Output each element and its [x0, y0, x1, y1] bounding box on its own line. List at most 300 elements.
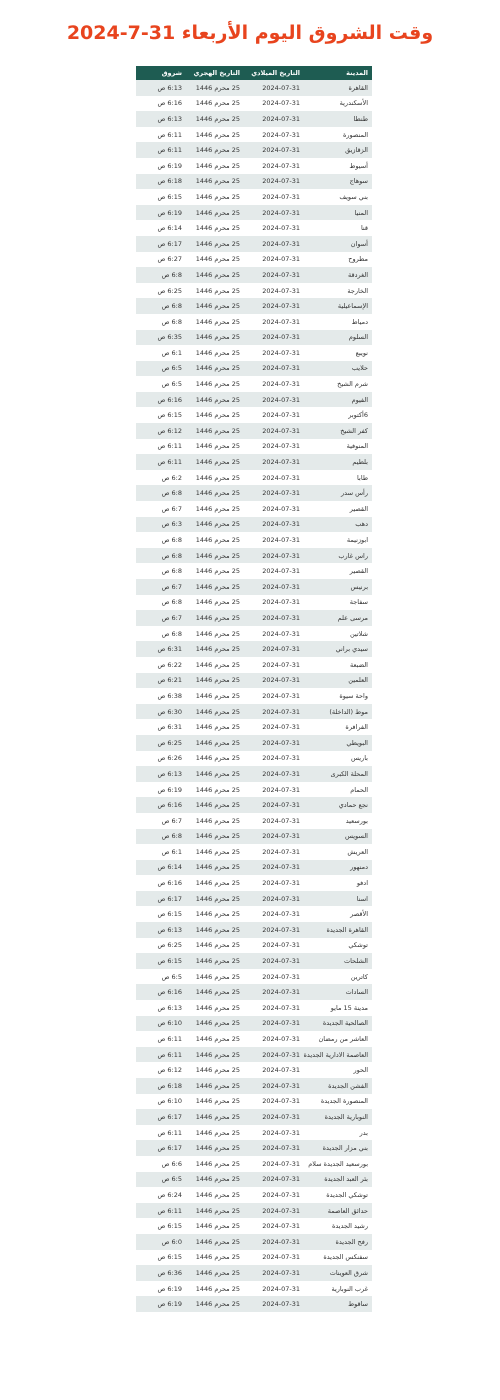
- hijri-date-cell: 25 محرم 1446: [186, 283, 244, 299]
- city-cell: الضبعة: [304, 657, 372, 673]
- gregorian-date-cell: 2024-07-31: [244, 407, 304, 423]
- city-cell: طابا: [304, 470, 372, 486]
- table-row: [136, 891, 372, 907]
- hijri-date-cell: 25 محرم 1446: [186, 376, 244, 392]
- hijri-date-cell: 25 محرم 1446: [186, 579, 244, 595]
- city-cell: حدائق العاصمة: [304, 1203, 372, 1219]
- sunrise-time-cell: 6:5 ص: [136, 1172, 186, 1188]
- hijri-date-cell: 25 محرم 1446: [186, 673, 244, 689]
- sunrise-time-cell: 6:8 ص: [136, 548, 186, 564]
- hijri-date-cell: 25 محرم 1446: [186, 1000, 244, 1016]
- city-cell: مطروح: [304, 252, 372, 268]
- hijri-date-cell: 25 محرم 1446: [186, 938, 244, 954]
- sunrise-time-cell: 6:8 ص: [136, 485, 186, 501]
- sunrise-time-cell: 6:8 ص: [136, 563, 186, 579]
- table-row: [136, 1140, 372, 1156]
- hijri-date-cell: 25 محرم 1446: [186, 111, 244, 127]
- city-cell: السادات: [304, 984, 372, 1000]
- hijri-date-cell: 25 محرم 1446: [186, 439, 244, 455]
- city-cell: 6أكتوبر: [304, 407, 372, 423]
- sunrise-time-cell: 6:30 ص: [136, 704, 186, 720]
- city-cell: المنصورة الجديدة: [304, 1094, 372, 1110]
- gregorian-date-cell: 2024-07-31: [244, 704, 304, 720]
- city-cell: الحمام: [304, 782, 372, 798]
- city-cell: موط (الداخلة): [304, 704, 372, 720]
- city-cell: الغردقة: [304, 267, 372, 283]
- sunrise-time-cell: 6:19 ص: [136, 782, 186, 798]
- gregorian-date-cell: 2024-07-31: [244, 80, 304, 96]
- sunrise-time-cell: 6:7 ص: [136, 610, 186, 626]
- city-cell: رأس سدر: [304, 485, 372, 501]
- sunrise-time-cell: 6:11 ص: [136, 127, 186, 143]
- city-cell: كاترين: [304, 969, 372, 985]
- city-cell: أسيوط: [304, 158, 372, 174]
- sunrise-time-cell: 6:17 ص: [136, 1109, 186, 1125]
- table-row: [136, 1062, 372, 1078]
- table-row: [136, 330, 372, 346]
- header-hijri-date: التاريخ الهجري: [186, 66, 244, 80]
- city-cell: مرسى علم: [304, 610, 372, 626]
- sunrise-time-cell: 6:8 ص: [136, 829, 186, 845]
- hijri-date-cell: 25 محرم 1446: [186, 501, 244, 517]
- sunrise-time-cell: 6:1 ص: [136, 844, 186, 860]
- table-row: [136, 314, 372, 330]
- city-cell: العريش: [304, 844, 372, 860]
- gregorian-date-cell: 2024-07-31: [244, 657, 304, 673]
- table-row: [136, 1218, 372, 1234]
- sunrise-time-cell: 6:13 ص: [136, 766, 186, 782]
- gregorian-date-cell: 2024-07-31: [244, 719, 304, 735]
- hijri-date-cell: 25 محرم 1446: [186, 1062, 244, 1078]
- table-row: [136, 174, 372, 190]
- table-row: [136, 1234, 372, 1250]
- sunrise-time-cell: 6:2 ص: [136, 470, 186, 486]
- table-row: [136, 813, 372, 829]
- table-row: [136, 1281, 372, 1297]
- table-row: [136, 641, 372, 657]
- gregorian-date-cell: 2024-07-31: [244, 906, 304, 922]
- hijri-date-cell: 25 محرم 1446: [186, 267, 244, 283]
- sunrise-time-cell: 6:22 ص: [136, 657, 186, 673]
- hijri-date-cell: 25 محرم 1446: [186, 782, 244, 798]
- hijri-date-cell: 25 محرم 1446: [186, 345, 244, 361]
- hijri-date-cell: 25 محرم 1446: [186, 875, 244, 891]
- hijri-date-cell: 25 محرم 1446: [186, 844, 244, 860]
- hijri-date-cell: 25 محرم 1446: [186, 298, 244, 314]
- gregorian-date-cell: 2024-07-31: [244, 236, 304, 252]
- gregorian-date-cell: 2024-07-31: [244, 969, 304, 985]
- city-cell: سفاجة: [304, 595, 372, 611]
- city-cell: دمنهور: [304, 860, 372, 876]
- hijri-date-cell: 25 محرم 1446: [186, 704, 244, 720]
- table-row: [136, 1203, 372, 1219]
- city-cell: الفشن الجديدة: [304, 1078, 372, 1094]
- sunrise-time-cell: 6:8 ص: [136, 298, 186, 314]
- table-row: [136, 361, 372, 377]
- sunrise-time-cell: 6:11 ص: [136, 1203, 186, 1219]
- hijri-date-cell: 25 محرم 1446: [186, 1250, 244, 1266]
- table-row: [136, 532, 372, 548]
- table-row: [136, 860, 372, 876]
- gregorian-date-cell: 2024-07-31: [244, 766, 304, 782]
- table-row: [136, 953, 372, 969]
- gregorian-date-cell: 2024-07-31: [244, 189, 304, 205]
- hijri-date-cell: 25 محرم 1446: [186, 314, 244, 330]
- sunrise-time-cell: 6:19 ص: [136, 1281, 186, 1297]
- sunrise-time-cell: 6:7 ص: [136, 501, 186, 517]
- table-row: [136, 1109, 372, 1125]
- table-row: [136, 345, 372, 361]
- sunrise-table: [136, 66, 372, 1312]
- gregorian-date-cell: 2024-07-31: [244, 563, 304, 579]
- table-row: [136, 688, 372, 704]
- table-row: [136, 80, 372, 96]
- table-row: [136, 984, 372, 1000]
- city-cell: راس غارب: [304, 548, 372, 564]
- city-cell: طنطا: [304, 111, 372, 127]
- city-cell: دهب: [304, 517, 372, 533]
- gregorian-date-cell: 2024-07-31: [244, 1156, 304, 1172]
- gregorian-date-cell: 2024-07-31: [244, 454, 304, 470]
- table-row: [136, 96, 372, 112]
- hijri-date-cell: 25 محرم 1446: [186, 252, 244, 268]
- gregorian-date-cell: 2024-07-31: [244, 205, 304, 221]
- gregorian-date-cell: 2024-07-31: [244, 610, 304, 626]
- table-row: [136, 517, 372, 533]
- table-row: [136, 875, 372, 891]
- header-city: المدينة: [304, 66, 372, 80]
- gregorian-date-cell: 2024-07-31: [244, 532, 304, 548]
- hijri-date-cell: 25 محرم 1446: [186, 595, 244, 611]
- sunrise-time-cell: 6:19 ص: [136, 1296, 186, 1312]
- city-cell: باريس: [304, 751, 372, 767]
- gregorian-date-cell: 2024-07-31: [244, 361, 304, 377]
- sunrise-time-cell: 6:15 ص: [136, 1250, 186, 1266]
- hijri-date-cell: 25 محرم 1446: [186, 626, 244, 642]
- gregorian-date-cell: 2024-07-31: [244, 423, 304, 439]
- table-row: [136, 1187, 372, 1203]
- city-cell: توشكي: [304, 938, 372, 954]
- city-cell: القاهرة الجديدة: [304, 922, 372, 938]
- gregorian-date-cell: 2024-07-31: [244, 283, 304, 299]
- hijri-date-cell: 25 محرم 1446: [186, 189, 244, 205]
- sunrise-time-cell: 6:5 ص: [136, 969, 186, 985]
- gregorian-date-cell: 2024-07-31: [244, 345, 304, 361]
- sunrise-time-cell: 6:16 ص: [136, 984, 186, 1000]
- city-cell: المحلة الكبرى: [304, 766, 372, 782]
- city-cell: رفح الجديدة: [304, 1234, 372, 1250]
- hijri-date-cell: 25 محرم 1446: [186, 407, 244, 423]
- table-row: [136, 1000, 372, 1016]
- table-row: [136, 766, 372, 782]
- city-cell: الخارجة: [304, 283, 372, 299]
- city-cell: بني سويف: [304, 189, 372, 205]
- table-row: [136, 938, 372, 954]
- gregorian-date-cell: 2024-07-31: [244, 1125, 304, 1141]
- sunrise-time-cell: 6:8 ص: [136, 626, 186, 642]
- gregorian-date-cell: 2024-07-31: [244, 922, 304, 938]
- table-row: [136, 969, 372, 985]
- gregorian-date-cell: 2024-07-31: [244, 751, 304, 767]
- hijri-date-cell: 25 محرم 1446: [186, 330, 244, 346]
- hijri-date-cell: 25 محرم 1446: [186, 1265, 244, 1281]
- table-row: [136, 797, 372, 813]
- table-row: [136, 485, 372, 501]
- sunrise-time-cell: 6:11 ص: [136, 1047, 186, 1063]
- hijri-date-cell: 25 محرم 1446: [186, 174, 244, 190]
- city-cell: نويبع: [304, 345, 372, 361]
- header-sunrise: شروق: [136, 66, 186, 80]
- hijri-date-cell: 25 محرم 1446: [186, 735, 244, 751]
- hijri-date-cell: 25 محرم 1446: [186, 220, 244, 236]
- city-cell: ساقوط: [304, 1296, 372, 1312]
- city-cell: القصير: [304, 563, 372, 579]
- gregorian-date-cell: 2024-07-31: [244, 875, 304, 891]
- table-row: [136, 922, 372, 938]
- hijri-date-cell: 25 محرم 1446: [186, 751, 244, 767]
- city-cell: قنا: [304, 220, 372, 236]
- gregorian-date-cell: 2024-07-31: [244, 813, 304, 829]
- table-row: [136, 1125, 372, 1141]
- sunrise-time-cell: 6:7 ص: [136, 813, 186, 829]
- sunrise-time-cell: 6:16 ص: [136, 392, 186, 408]
- city-cell: بدر: [304, 1125, 372, 1141]
- sunrise-time-cell: 6:17 ص: [136, 891, 186, 907]
- table-row: [136, 1031, 372, 1047]
- city-cell: توشكي الجديدة: [304, 1187, 372, 1203]
- city-cell: بني مزار الجديدة: [304, 1140, 372, 1156]
- hijri-date-cell: 25 محرم 1446: [186, 688, 244, 704]
- gregorian-date-cell: 2024-07-31: [244, 844, 304, 860]
- hijri-date-cell: 25 محرم 1446: [186, 1218, 244, 1234]
- city-cell: شرق العوينات: [304, 1265, 372, 1281]
- sunrise-time-cell: 6:15 ص: [136, 906, 186, 922]
- sunrise-time-cell: 6:13 ص: [136, 111, 186, 127]
- table-row: [136, 142, 372, 158]
- gregorian-date-cell: 2024-07-31: [244, 470, 304, 486]
- sunrise-time-cell: 6:38 ص: [136, 688, 186, 704]
- sunrise-time-cell: 6:27 ص: [136, 252, 186, 268]
- sunrise-time-cell: 6:17 ص: [136, 236, 186, 252]
- header-gregorian-date: التاريخ الميلادي: [244, 66, 304, 80]
- hijri-date-cell: 25 محرم 1446: [186, 96, 244, 112]
- table-row: [136, 501, 372, 517]
- table-row: [136, 127, 372, 143]
- hijri-date-cell: 25 محرم 1446: [186, 891, 244, 907]
- gregorian-date-cell: 2024-07-31: [244, 1265, 304, 1281]
- hijri-date-cell: 25 محرم 1446: [186, 906, 244, 922]
- gregorian-date-cell: 2024-07-31: [244, 579, 304, 595]
- city-cell: واحة سيوة: [304, 688, 372, 704]
- table-row: [136, 735, 372, 751]
- sunrise-time-cell: 6:16 ص: [136, 875, 186, 891]
- table-row: [136, 673, 372, 689]
- table-row: [136, 220, 372, 236]
- sunrise-time-cell: 6:11 ص: [136, 142, 186, 158]
- sunrise-time-cell: 6:11 ص: [136, 454, 186, 470]
- gregorian-date-cell: 2024-07-31: [244, 984, 304, 1000]
- hijri-date-cell: 25 محرم 1446: [186, 829, 244, 845]
- hijri-date-cell: 25 محرم 1446: [186, 205, 244, 221]
- sunrise-time-cell: 6:15 ص: [136, 1218, 186, 1234]
- sunrise-time-cell: 6:15 ص: [136, 189, 186, 205]
- hijri-date-cell: 25 محرم 1446: [186, 361, 244, 377]
- hijri-date-cell: 25 محرم 1446: [186, 1125, 244, 1141]
- table-row: [136, 782, 372, 798]
- sunrise-time-cell: 6:12 ص: [136, 1062, 186, 1078]
- city-cell: الصالحية الجديدة: [304, 1016, 372, 1032]
- sunrise-time-cell: 6:16 ص: [136, 797, 186, 813]
- gregorian-date-cell: 2024-07-31: [244, 1234, 304, 1250]
- gregorian-date-cell: 2024-07-31: [244, 595, 304, 611]
- sunrise-time-cell: 6:11 ص: [136, 1125, 186, 1141]
- hijri-date-cell: 25 محرم 1446: [186, 1187, 244, 1203]
- sunrise-time-cell: 6:15 ص: [136, 407, 186, 423]
- gregorian-date-cell: 2024-07-31: [244, 797, 304, 813]
- table-row: [136, 1078, 372, 1094]
- gregorian-date-cell: 2024-07-31: [244, 1016, 304, 1032]
- sunrise-time-cell: 6:21 ص: [136, 673, 186, 689]
- table-row: [136, 1016, 372, 1032]
- table-row: [136, 1047, 372, 1063]
- gregorian-date-cell: 2024-07-31: [244, 220, 304, 236]
- gregorian-date-cell: 2024-07-31: [244, 267, 304, 283]
- sunrise-time-cell: 6:11 ص: [136, 439, 186, 455]
- hijri-date-cell: 25 محرم 1446: [186, 1109, 244, 1125]
- sunrise-time-cell: 6:25 ص: [136, 283, 186, 299]
- table-row: [136, 252, 372, 268]
- table-row: [136, 579, 372, 595]
- gregorian-date-cell: 2024-07-31: [244, 1031, 304, 1047]
- gregorian-date-cell: 2024-07-31: [244, 392, 304, 408]
- city-cell: كفر الشيخ: [304, 423, 372, 439]
- city-cell: أسوان: [304, 236, 372, 252]
- city-cell: الإسماعيلية: [304, 298, 372, 314]
- table-row: [136, 407, 372, 423]
- sunrise-time-cell: 6:18 ص: [136, 1078, 186, 1094]
- hijri-date-cell: 25 محرم 1446: [186, 610, 244, 626]
- table-row: [136, 610, 372, 626]
- gregorian-date-cell: 2024-07-31: [244, 860, 304, 876]
- hijri-date-cell: 25 محرم 1446: [186, 1172, 244, 1188]
- sunrise-time-cell: 6:8 ص: [136, 267, 186, 283]
- sunrise-time-cell: 6:26 ص: [136, 751, 186, 767]
- gregorian-date-cell: 2024-07-31: [244, 1187, 304, 1203]
- gregorian-date-cell: 2024-07-31: [244, 158, 304, 174]
- gregorian-date-cell: 2024-07-31: [244, 1094, 304, 1110]
- hijri-date-cell: 25 محرم 1446: [186, 953, 244, 969]
- table-row: [136, 1296, 372, 1312]
- hijri-date-cell: 25 محرم 1446: [186, 392, 244, 408]
- sunrise-time-cell: 6:19 ص: [136, 205, 186, 221]
- gregorian-date-cell: 2024-07-31: [244, 298, 304, 314]
- sunrise-time-cell: 6:8 ص: [136, 595, 186, 611]
- table-row: [136, 626, 372, 642]
- hijri-date-cell: 25 محرم 1446: [186, 657, 244, 673]
- table-row: [136, 376, 372, 392]
- table-row: [136, 111, 372, 127]
- sunrise-time-cell: 6:1 ص: [136, 345, 186, 361]
- gregorian-date-cell: 2024-07-31: [244, 938, 304, 954]
- table-row: [136, 470, 372, 486]
- sunrise-time-cell: 6:31 ص: [136, 641, 186, 657]
- city-cell: الفرافرة: [304, 719, 372, 735]
- table-row: [136, 267, 372, 283]
- city-cell: الشلحات: [304, 953, 372, 969]
- sunrise-time-cell: 6:5 ص: [136, 376, 186, 392]
- city-cell: رشيد الجديدة: [304, 1218, 372, 1234]
- gregorian-date-cell: 2024-07-31: [244, 127, 304, 143]
- gregorian-date-cell: 2024-07-31: [244, 891, 304, 907]
- sunrise-time-cell: 6:8 ص: [136, 532, 186, 548]
- gregorian-date-cell: 2024-07-31: [244, 1203, 304, 1219]
- city-cell: دمياط: [304, 314, 372, 330]
- sunrise-time-cell: 6:12 ص: [136, 423, 186, 439]
- sunrise-time-cell: 6:10 ص: [136, 1094, 186, 1110]
- sunrise-time-cell: 6:17 ص: [136, 1140, 186, 1156]
- city-cell: اسنا: [304, 891, 372, 907]
- hijri-date-cell: 25 محرم 1446: [186, 423, 244, 439]
- city-cell: القاهرة: [304, 80, 372, 96]
- hijri-date-cell: 25 محرم 1446: [186, 1047, 244, 1063]
- sunrise-time-cell: 6:11 ص: [136, 1031, 186, 1047]
- hijri-date-cell: 25 محرم 1446: [186, 142, 244, 158]
- sunrise-time-cell: 6:8 ص: [136, 314, 186, 330]
- city-cell: مدينة 15 مايو: [304, 1000, 372, 1016]
- table-row: [136, 454, 372, 470]
- city-cell: برنيس: [304, 579, 372, 595]
- gregorian-date-cell: 2024-07-31: [244, 735, 304, 751]
- hijri-date-cell: 25 محرم 1446: [186, 485, 244, 501]
- gregorian-date-cell: 2024-07-31: [244, 1062, 304, 1078]
- sunrise-time-cell: 6:16 ص: [136, 96, 186, 112]
- gregorian-date-cell: 2024-07-31: [244, 782, 304, 798]
- sunrise-time-cell: 6:19 ص: [136, 158, 186, 174]
- sunrise-time-cell: 6:13 ص: [136, 1000, 186, 1016]
- gregorian-date-cell: 2024-07-31: [244, 501, 304, 517]
- city-cell: القصير: [304, 501, 372, 517]
- table-row: [136, 205, 372, 221]
- sunrise-time-cell: 6:3 ص: [136, 517, 186, 533]
- city-cell: ابوزنيمة: [304, 532, 372, 548]
- hijri-date-cell: 25 محرم 1446: [186, 813, 244, 829]
- hijri-date-cell: 25 محرم 1446: [186, 1031, 244, 1047]
- gregorian-date-cell: 2024-07-31: [244, 96, 304, 112]
- gregorian-date-cell: 2024-07-31: [244, 485, 304, 501]
- gregorian-date-cell: 2024-07-31: [244, 1000, 304, 1016]
- table-row: [136, 1094, 372, 1110]
- city-cell: المنيا: [304, 205, 372, 221]
- hijri-date-cell: 25 محرم 1446: [186, 969, 244, 985]
- table-row: [136, 1265, 372, 1281]
- gregorian-date-cell: 2024-07-31: [244, 376, 304, 392]
- gregorian-date-cell: 2024-07-31: [244, 1218, 304, 1234]
- city-cell: بلطيم: [304, 454, 372, 470]
- gregorian-date-cell: 2024-07-31: [244, 1140, 304, 1156]
- gregorian-date-cell: 2024-07-31: [244, 252, 304, 268]
- sunrise-time-cell: 6:10 ص: [136, 1016, 186, 1032]
- hijri-date-cell: 25 محرم 1446: [186, 1094, 244, 1110]
- gregorian-date-cell: 2024-07-31: [244, 688, 304, 704]
- sunrise-time-cell: 6:24 ص: [136, 1187, 186, 1203]
- city-cell: الأسكندرية: [304, 96, 372, 112]
- hijri-date-cell: 25 محرم 1446: [186, 1281, 244, 1297]
- city-cell: حلايب: [304, 361, 372, 377]
- hijri-date-cell: 25 محرم 1446: [186, 641, 244, 657]
- sunrise-time-cell: 6:0 ص: [136, 1234, 186, 1250]
- hijri-date-cell: 25 محرم 1446: [186, 797, 244, 813]
- hijri-date-cell: 25 محرم 1446: [186, 1234, 244, 1250]
